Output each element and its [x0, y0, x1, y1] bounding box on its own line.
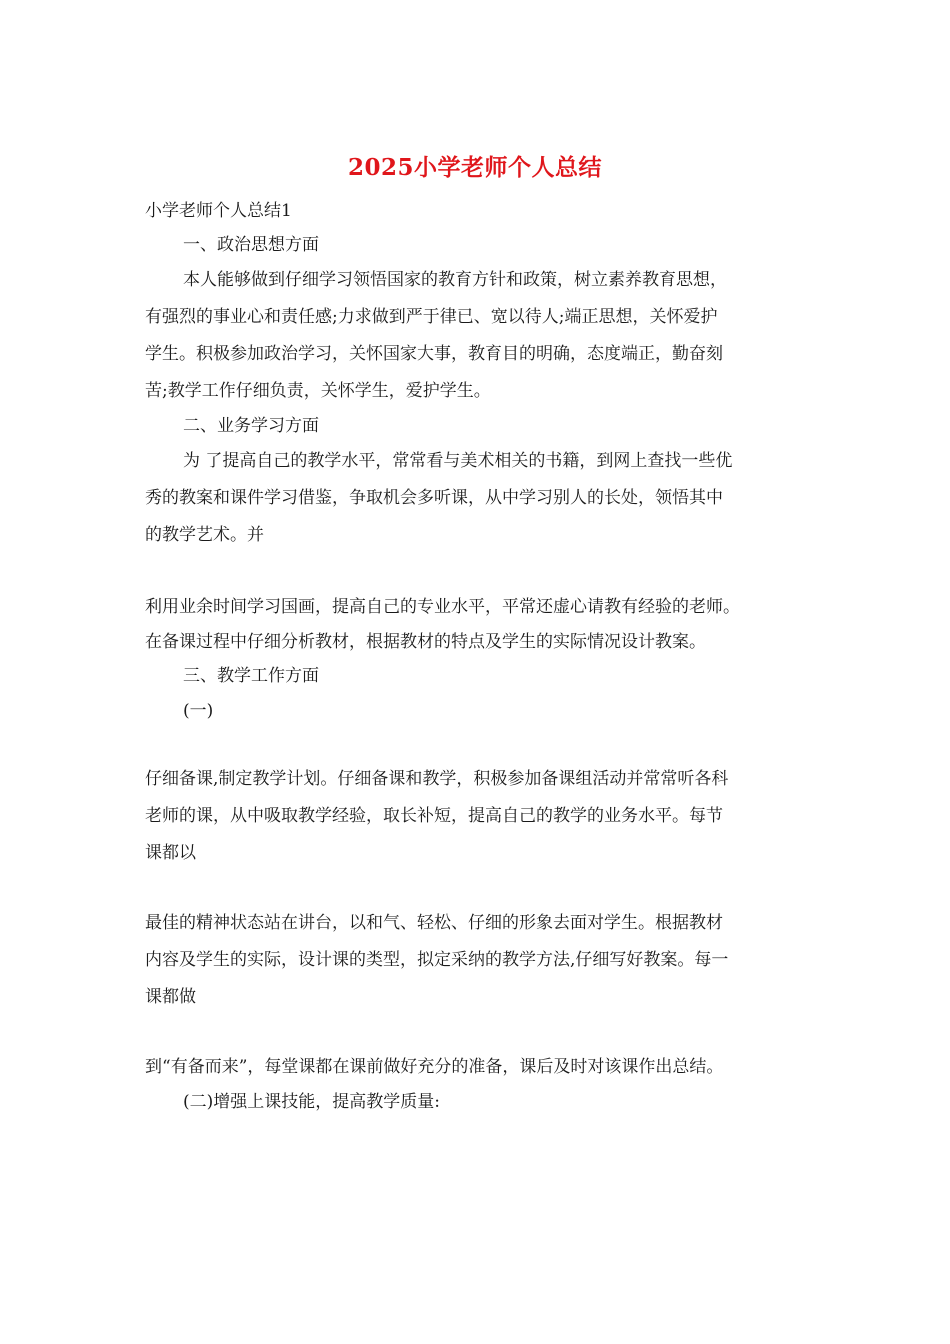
paragraph-line: 苦;教学工作仔细负责，关怀学生，爱护学生。 [145, 381, 491, 401]
document-title: 2025小学老师个人总结 [347, 154, 602, 181]
paragraph-line: 在备课过程中仔细分析教材，根据教材的特点及学生的实际情况设计教案。 [145, 632, 706, 652]
paragraph-line: 本人能够做到仔细学习领悟国家的教育方针和政策，树立素养教育思想， [183, 270, 727, 290]
list-marker: (一) [183, 701, 214, 721]
subsection-heading: 一、政治思想方面 [183, 235, 319, 255]
paragraph-line: 为 了提高自己的教学水平，常常看与美术相关的书籍，到网上查找一些优 [183, 451, 733, 471]
paragraph-line: 的教学艺术。并 [145, 525, 264, 545]
paragraph-line: 利用业余时间学习国画，提高自己的专业水平，平常还虚心请教有经验的老师。 [145, 597, 740, 617]
paragraph-line: 学生。积极参加政治学习，关怀国家大事，教育目的明确，态度端正，勤奋刻 [145, 344, 723, 364]
paragraph-line: 课都以 [145, 843, 196, 863]
paragraph-line: 课都做 [145, 987, 196, 1007]
paragraph-line: 老师的课，从中吸取教学经验，取长补短，提高自己的教学的业务水平。每节 [145, 806, 723, 826]
paragraph-line: 最佳的精神状态站在讲台，以和气、轻松、仔细的形象去面对学生。根据教材 [145, 913, 723, 933]
section-heading: 小学老师个人总结1 [145, 201, 292, 221]
subsection-heading: 三、教学工作方面 [183, 666, 319, 686]
paragraph-line: 内容及学生的实际，设计课的类型，拟定采纳的教学方法,仔细写好教案。每一 [145, 950, 729, 970]
subsection-heading: 二、业务学习方面 [183, 416, 319, 436]
paragraph-line: 仔细备课,制定教学计划。仔细备课和教学，积极参加备课组活动并常常听各科 [145, 769, 729, 789]
paragraph-line: 秀的教案和课件学习借鉴，争取机会多听课，从中学习别人的长处，领悟其中 [145, 488, 723, 508]
subsection-heading: (二)增强上课技能，提高教学质量: [183, 1092, 440, 1112]
paragraph-line: 到“有备而来”，每堂课都在课前做好充分的准备，课后及时对该课作出总结。 [145, 1057, 724, 1077]
paragraph-line: 有强烈的事业心和责任感;力求做到严于律已、宽以待人;端正思想，关怀爱护 [145, 307, 718, 327]
